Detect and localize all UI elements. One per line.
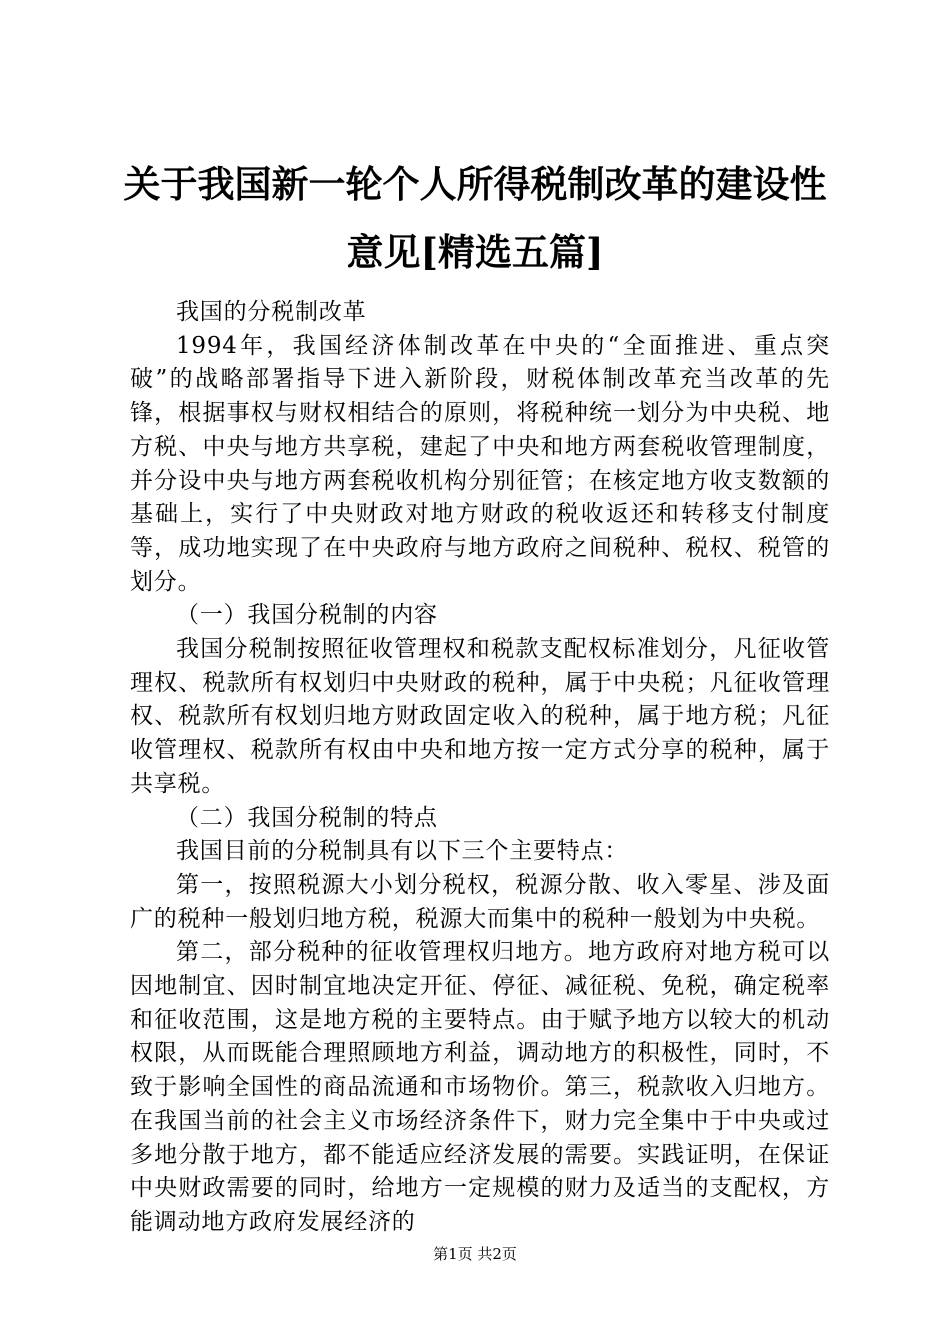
paragraph-content: 我国分税制按照征收管理权和税款支配权标准划分，凡征收管理权、税款所有权划归中央财政的税种，属于中央税；凡征收管理权、税款所有权划归地方财政固定收入的税种，属于地方税；凡征收管理权、税款所有权由中央和地方按一定方式分享的税种，属于共享税。 bbox=[130, 636, 830, 797]
heading-section-two: （二）我国分税制的特点 bbox=[176, 804, 438, 831]
document-body bbox=[130, 296, 830, 1240]
paragraph-1994-reform: 1994年，我国经济体制改革在中央的“全面推进、重点突破”的战略部署指导下进入新阶段，财税体制改革充当改革的先锋，根据事权与财权相结合的原则，将税种统一划分为中央税、地方税、中央与地方共享税，建起了中央和地方两套税收管理制度，并分设中央与地方两套税收机构分别征管；在核定地方收支数额的基础上，实行了中央财政对地方财政的税收返还和转移支付制度等，成功地实现了在中央政府与地方政府之间税种、税权、税管的划分。 bbox=[130, 332, 830, 595]
page-footer: 第1页 共2页 bbox=[433, 1245, 517, 1263]
heading-tax-reform: 我国的分税制改革 bbox=[176, 299, 367, 325]
paragraph-feature-two-three: 第二，部分税种的征收管理权归地方。地方政府对地方税可以因地制宜、因时制宜地决定开征、停征、减征税、免税，确定税率和征收范围，这是地方税的主要特点。由于赋予地方以较大的机动权限，从而既能合理照顾地方利益，调动地方的积极性，同时，不致于影响全国性的商品流通和市场物价。第三，税款收入归地方。在我国当前的社会主义市场经济条件下，财力完全集中于中央或过多地分散于地方，都不能适应经济发展的需要。实践证明，在保证中央财政需要的同时，给地方一定规模的财力及适当的支配权，方能调动地方政府发展经济的 bbox=[130, 939, 830, 1235]
paragraph-features-intro: 我国目前的分税制具有以下三个主要特点： bbox=[176, 838, 629, 865]
paragraph-feature-one: 第一，按照税源大小划分税权，税源分散、收入零星、涉及面广的税种一般划归地方税，税源大而集中的税种一般划为中央税。 bbox=[130, 871, 830, 932]
heading-section-one: （一）我国分税制的内容 bbox=[176, 602, 438, 629]
document-title: 关于我国新一轮个人所得税制改革的建设性意见[精选五篇] bbox=[123, 162, 827, 274]
